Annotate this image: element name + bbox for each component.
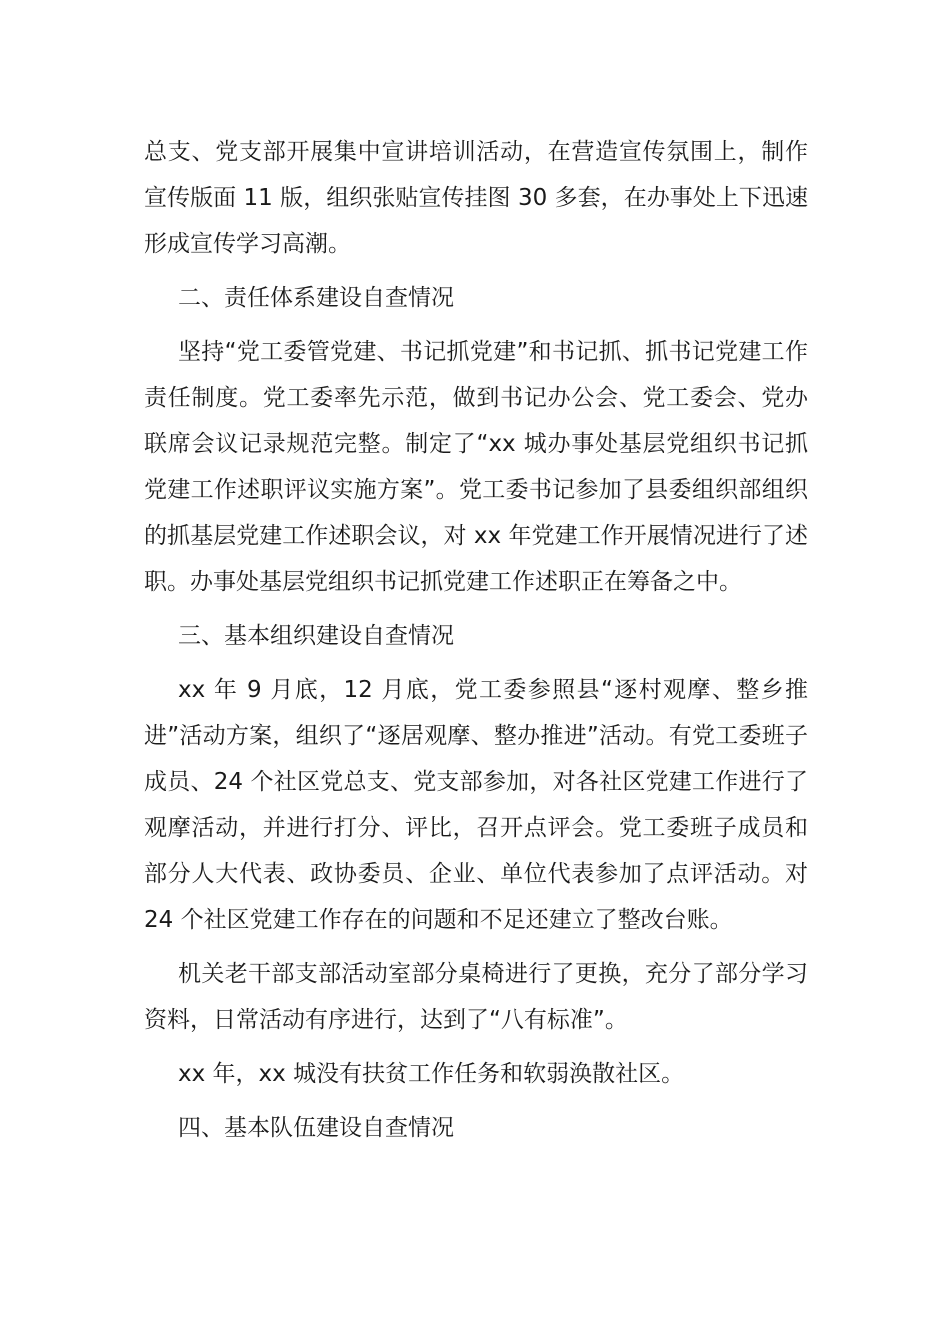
paragraph-continuation: 总支、党支部开展集中宣讲培训活动，在营造宣传氛围上，制作宣传版面 11 版，组织张贴宣传挂图 30 多套，在办事处上下迅速形成宣传学习高潮。 [144, 139, 808, 257]
section-heading-basic-organization: 三、基本组织建设自查情况 [178, 623, 454, 649]
paragraph-responsibility-system: 坚持“党工委管党建、书记抓党建”和书记抓、抓书记党建工作责任制度。党工委率先示范，做到书记办公会、党工委会、党办联席会议记录规范完整。制定了“xx 城办事处基层党组织书记抓党建工作述职评议实施方案”。党工委书记参加了县委组织部组织的抓基层党建工作述职会议，对 xx 年党建工作开展情况进行了述职。办事处基层党组织书记抓党建工作述职正在筹备之中。 [144, 339, 808, 595]
section-heading-responsibility-system: 二、责任体系建设自查情况 [178, 285, 454, 311]
document-body [144, 129, 808, 1159]
section-heading-basic-team: 四、基本队伍建设自查情况 [178, 1115, 454, 1141]
paragraph-basic-organization: xx 年 9 月底，12 月底，党工委参照县“逐村观摩、整乡推进”活动方案，组织了“逐居观摩、整办推进”活动。有党工委班子成员、24 个社区党总支、党支部参加，对各社区党建工作进行了观摩活动，并进行打分、评比，召开点评会。党工委班子成员和部分人大代表、政协委员、企业、单位代表参加了点评活动。对 24 个社区党建工作存在的问题和不足还建立了整改台账。 [144, 677, 808, 933]
paragraph-poverty-alleviation: xx 年，xx 城没有扶贫工作任务和软弱涣散社区。 [178, 1061, 685, 1087]
paragraph-veteran-cadre-branch: 机关老干部支部活动室部分桌椅进行了更换，充分了部分学习资料，日常活动有序进行，达到了“八有标准”。 [144, 961, 808, 1033]
